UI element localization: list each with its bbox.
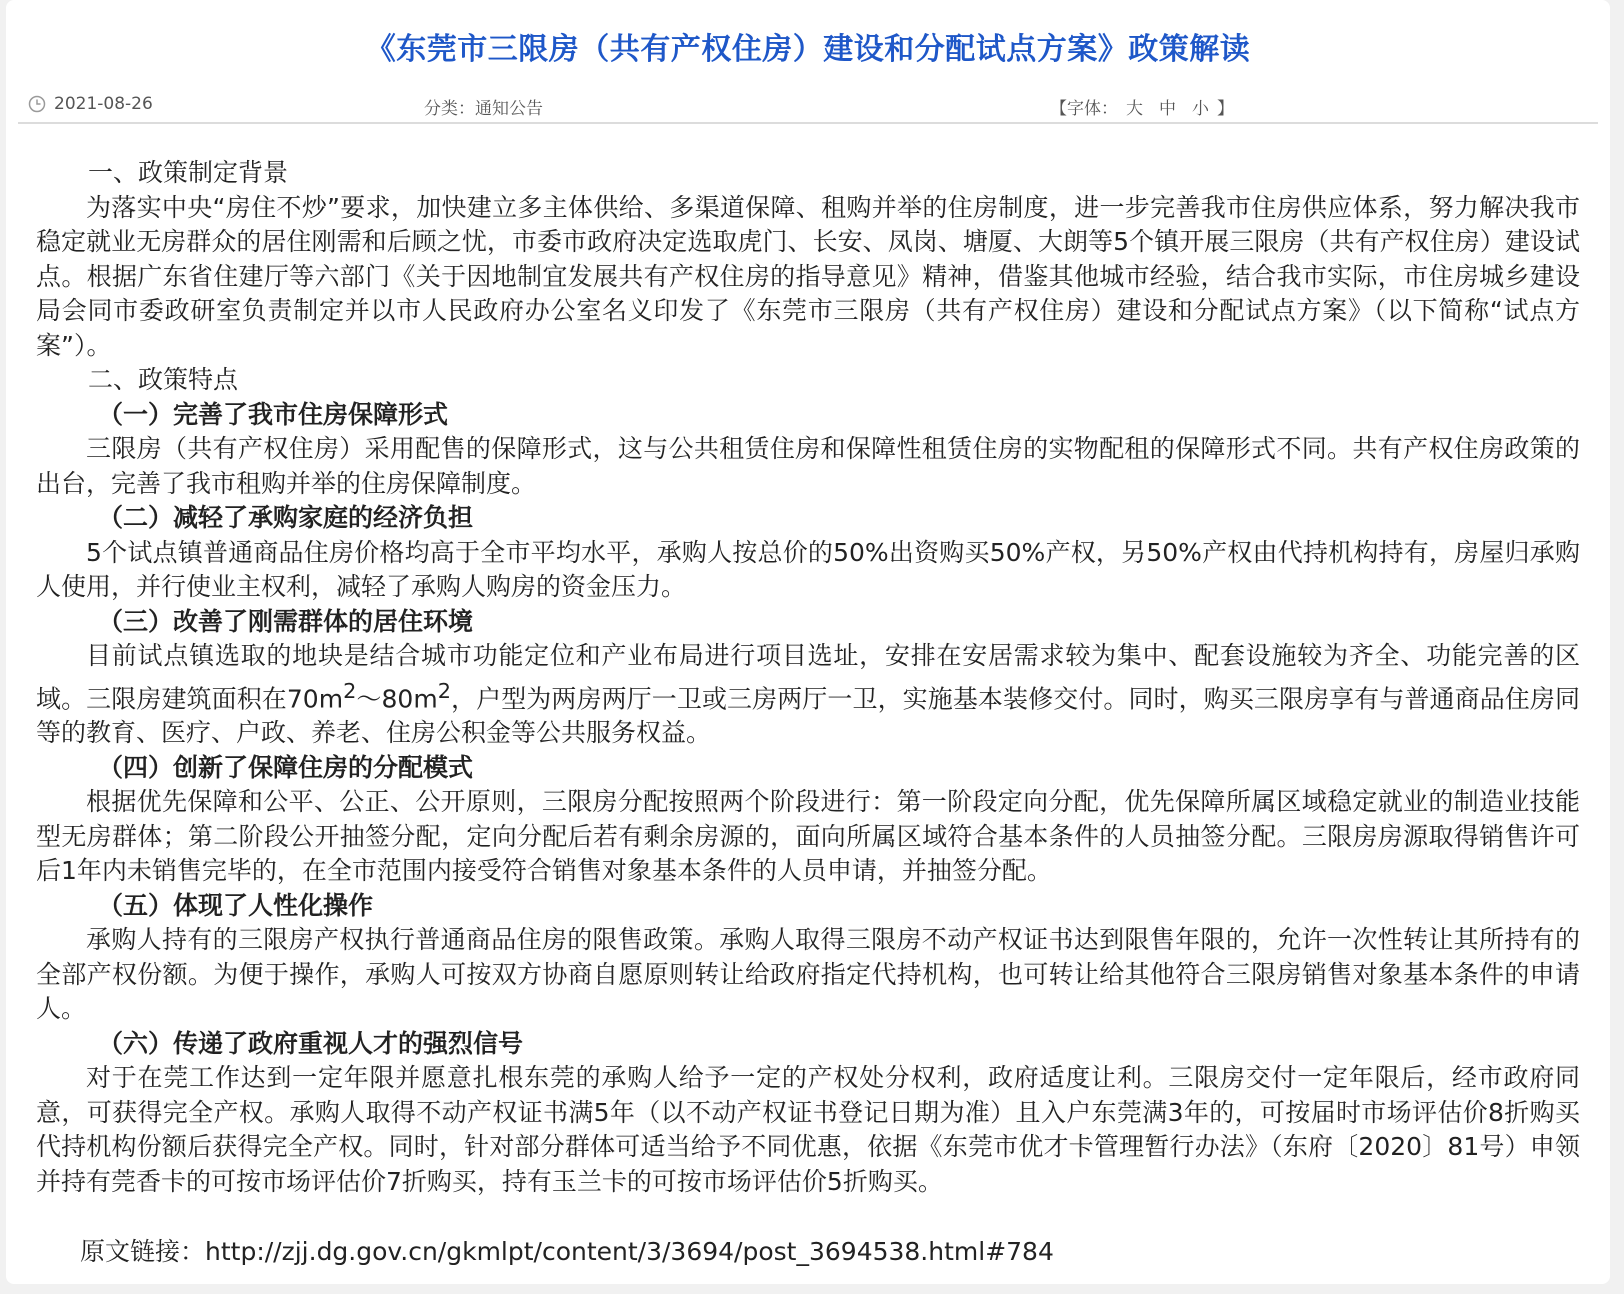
source-link[interactable]: http://zjj.dg.gov.cn/gkmlpt/content/3/3694/post_3694538.html#784 <box>205 1237 1054 1266</box>
subheading-5: （五）体现了人性化操作 <box>98 890 374 920</box>
subheading-4: （四）创新了保障住房的分配模式 <box>98 752 474 782</box>
source-link-line <box>80 1232 1054 1268</box>
publish-date <box>28 94 153 114</box>
paragraph-6: 对于在莞工作达到一定年限并愿意扎根东莞的承购人给予一定的产权处分权利，政府适度让利。三限房交付一定年限后，经市政府同意，可获得完全产权。承购人取得不动产权证书满5年（以不动产权证书登记日期为准）且入户东莞满3年的，可按届时市场评估价8折购买代持机构份额后获得完全产权。同时，针对部分群体可适当给予不同优惠，依据《东莞市优才卡管理暂行办法》（东府〔2020〕81号）申领并持有莞香卡的可按市场评估价7折购买，持有玉兰卡的可按市场评估价5折购买。 <box>36 1063 1580 1196</box>
article-title: 《东莞市三限房（共有产权住房）建设和分配试点方案》政策解读 <box>365 32 1251 67</box>
article-page <box>6 0 1610 1284</box>
font-size-small-button[interactable]: 小 <box>1192 99 1209 119</box>
font-size-label: 【字体： <box>1050 99 1118 119</box>
subheading-2: （二）减轻了承购家庭的经济负担 <box>98 503 474 532</box>
subheading-3: （三）改善了刚需群体的居住环境 <box>98 606 474 636</box>
source-link-label: 原文链接： <box>80 1237 206 1266</box>
article-meta-bar <box>18 90 1598 124</box>
paragraph-3 <box>36 639 1580 751</box>
paragraph-2: 5个试点镇普通商品住房价格均高于全市平均水平，承购人按总价的50%出资购买50%产权，另50%产权由代持机构持有，房屋归承购人使用，并行使业主权利，减轻了承购人购房的资金压力。 <box>36 537 1580 601</box>
superscript-2a: 2 <box>343 678 357 703</box>
clock-icon <box>28 95 46 113</box>
paragraph-4: 根据优先保障和公平、公正、公开原则，三限房分配按照两个阶段进行：第一阶段定向分配，优先保障所属区域稳定就业的制造业技能型无房群体；第二阶段公开抽签分配，定向分配后若有剩余房源的，面向所属区域符合基本条件的人员抽签分配。三限房房源取得销售许可后1年内未销售完毕的，在全市范围内接受符合销售对象基本条件的人员申请，并抽签分配。 <box>36 787 1580 886</box>
font-size-medium-button[interactable]: 中 <box>1159 99 1176 119</box>
font-size-large-button[interactable]: 大 <box>1126 99 1143 119</box>
paragraph-5: 承购人持有的三限房产权执行普通商品住房的限售政策。承购人取得三限房不动产权证书达到限售年限的，允许一次性转让其所持有的全部产权份额。为便于操作，承购人可按双方协商自愿原则转让给政府指定代持机构，也可转让给其他符合三限房销售对象基本条件的申请人。 <box>36 925 1580 1024</box>
paragraph-3-part3: ，户型为两房两厅一卫或三房两厅一卫，实施基本装修交付。同时，购买三限房享有与普通商品住房同等的教育、医疗、户政、养老、住房公积金等公共服务权益。 <box>36 683 1580 748</box>
paragraph-1: 三限房（共有产权住房）采用配售的保障形式，这与公共租赁住房和保障性租赁住房的实物配租的保障形式不同。共有产权住房政策的出台，完善了我市租购并举的住房保障制度。 <box>36 434 1580 498</box>
section-heading-background: 一、政策制定背景 <box>88 158 289 187</box>
publish-date-text: 2021-08-26 <box>54 94 153 114</box>
subheading-6: （六）传递了政府重视人才的强烈信号 <box>98 1028 524 1058</box>
subheading-1: （一）完善了我市住房保障形式 <box>98 399 449 429</box>
section-heading-features: 二、政策特点 <box>88 365 239 394</box>
paragraph-3-part1: 目前试点镇选取的地块是结合城市功能定位和产业布局进行项目选址，安排在安居需求较为集中、配套设施较为齐全、功能完善的区域。三限房建筑面积在70m <box>36 641 1580 713</box>
superscript-2b: 2 <box>437 678 451 703</box>
article-category: 分类：通知公告 <box>424 99 543 119</box>
paragraph-background: 为落实中央“房住不炒”要求，加快建立多主体供给、多渠道保障、租购并举的住房制度，进一步完善我市住房供应体系，努力解决我市稳定就业无房群众的居住刚需和后顾之忧，市委市政府决定选取虎门、长安、凤岗、塘厦、大朗等5个镇开展三限房（共有产权住房）建设试点。根据广东省住建厅等六部门《关于因地制宜发展共有产权住房的指导意见》精神，借鉴其他城市经验，结合我市实际，市住房城乡建设局会同市委政研室负责制定并以市人民政府办公室名义印发了《东莞市三限房（共有产权住房）建设和分配试点方案》（以下简称“试点方案”）。 <box>36 192 1580 360</box>
paragraph-3-part2: ～80m <box>356 683 438 713</box>
font-size-selector <box>1050 94 1234 119</box>
article-body <box>36 156 1580 1199</box>
font-size-bracket-close: 】 <box>1217 99 1234 119</box>
